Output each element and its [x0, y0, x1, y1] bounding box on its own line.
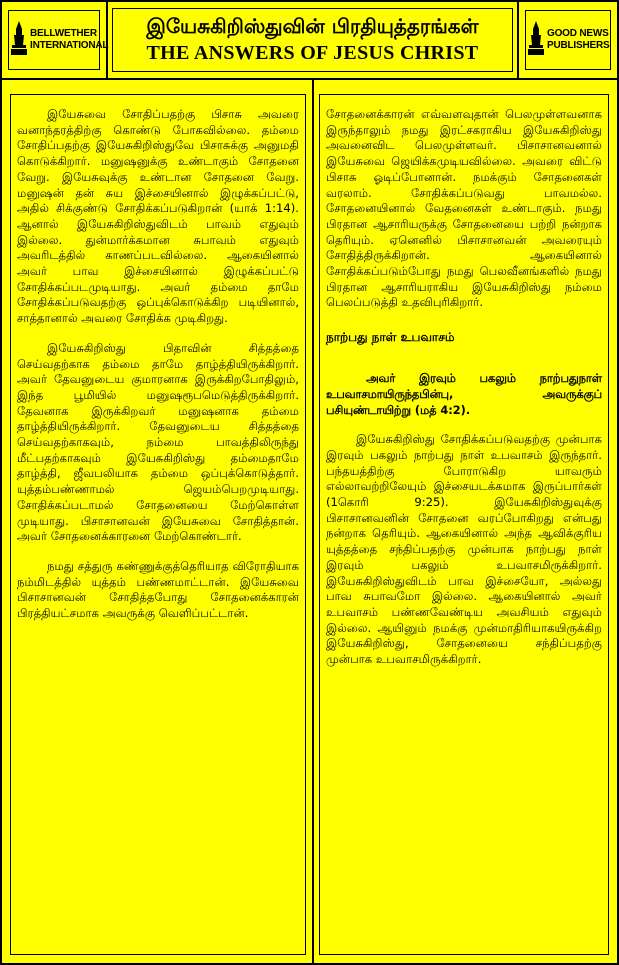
right-column-frame	[319, 94, 609, 955]
scripture-quote: அவர் இரவும் பகலும் நாற்பதுநாள் உபவாசமாயிருந்தபின்பு, அவருக்குப் பசியுண்டாயிற்று (மத் 4:2).	[326, 372, 602, 417]
title-box	[108, 2, 517, 78]
goodnews-logo-text	[547, 28, 609, 52]
bellwether-logo-box	[2, 2, 108, 78]
title-tamil: இயேசுகிறிஸ்துவின் பிரதியுத்தரங்கள்	[146, 14, 479, 38]
bellwether-logo-text	[30, 28, 108, 52]
right-paragraph-bottom: இயேசுகிறிஸ்து சோதிக்கப்படுவதற்கு முன்பாக இரவும் பகலும் நாற்பது நாள் உபவாசம் இருந்தார். பந்தயத்திற்கு போராடுகிற யாவரும் எல்லாவற்றிலேயும் இச்சையடக்கமாக இருப்பார்கள் (1கொரி 9:25). இயேசுகிறிஸ்துவுக்கு பிசாசானவனின் சோதனை வரப்போகிறது என்பது நன்றாக தெரியும். ஆகையினால் அந்த ஆவிக்குரிய யுத்தத்தை சந்திப்பதற்கு முன்பாக நாற்பது நாள் இரவும் பகலும் உபவாசமிருக்கிறார். இயேசுகிறிஸ்துவிடம் பாவ இச்சையோ, அல்லது பாவ சுபாவமோ இல்லை. ஆகையினால் அவர் உபவாசம் பண்ணவேண்டிய அவசியம் எதுவும் இல்லை. ஆயினும் நமக்கு முன்மாதிரியாகயிருக்கிற இயேசுகிறிஸ்து, சோதனையை சந்திப்பதற்கு முன்பாக உபவாசமிருக்கிறார்.	[326, 432, 602, 667]
right-paragraph-top: சோதனைக்காரன் எவ்வளவுதான் பெலமுள்ளவனாக இருந்தாலும் நமது இரட்சகராகிய இயேசுகிறிஸ்து அவனைவிட பெலமுள்ளவர். பிசாசானவனால் இயேசுவை ஜெயிக்கமுடியவில்லை. அவரை விட்டு பிசாசு ஓடிப்போனான். நமக்கும் சோதனைகள் வரலாம். சோதிக்கப்படுவது பாவமல்ல. சோதனையினால் வேதனைகள் உண்டாகும். நமது பிரதான ஆசாரியருக்கு சோதனையை பற்றி நன்றாக தெரியும். ஏனெனில் பிசாசானவன் அவரையும் சோதித்திருக்கிறான். ஆகையினால் சோதிக்கப்படும்போது நமது பெலவீனங்களில் நமது பிரதான ஆசாரியராகிய இயேசுகிறிஸ்து நம்மை பெலப்படுத்தி உதவிபுரிகிறார்.	[326, 107, 602, 310]
right-column	[314, 80, 617, 963]
goodnews-line2: PUBLISHERS	[547, 40, 610, 51]
bell-tower-icon	[528, 21, 544, 59]
left-paragraph-2: இயேசுகிறிஸ்து பிதாவின் சித்தத்தை செய்வதற்காக தம்மை தாமே தாழ்த்தியிருக்கிறார். அவர் தேவனுடைய குமாரனாக இருக்கிறபோதிலும், இந்த பூமியில் மனுஷரூபமெடுத்திருக்கிறார். தேவனாக இருக்கிறவர் மனுஷனாக தம்மை தாழ்த்தியிருக்கிறார். தேவனுடைய சித்தத்தை செய்வதற்காகவும், நம்மை பாவத்திலிருந்து மீட்பதற்காகவும் இயேசுகிறிஸ்து தம்மைதாமே தாழ்த்தி, ஜீவபலியாக தம்மை ஒப்புக்கொடுத்தார். யுத்தம்பண்ணாமல் ஜெயம்பெறமுடியாது. சோதிக்கப்படாமல் சோதனையை மேற்கொள்ள முடியாது. பிசாசானவன் இயேசுவை சோதித்தான். அவர் சோதனைக்காரனை மேற்கொண்டார்.	[17, 340, 299, 544]
left-column-frame	[10, 94, 306, 955]
title-frame	[112, 8, 513, 72]
title-english: THE ANSWERS OF JESUS CHRIST	[146, 42, 479, 64]
left-paragraph-1: இயேசுவை சோதிப்பதற்கு பிசாசு அவரை வனாந்தரத்திற்கு கொண்டு போகவில்லை. தம்மை சோதிப்பதற்கு இயேசுகிறிஸ்துவே பிசாசுக்கு அனுமதி கொடுக்கிறார். மனுஷனுக்கு உண்டாகும் சோதனை வேறு. இயேசுவுக்கு உண்டான சோதனை வேறு. மனுஷன் தன் சுய இச்சையினால் இழுக்கப்பட்டு, அதில் சிக்குண்டு சோதிக்கப்படுகிறான் (யாக் 1:14). ஆனால் இயேசுகிறிஸ்துவிடம் பாவம் எதுவும் இல்லை. துன்மார்க்கமான சுபாவம் எதுவும் அவரிடத்தில் காணப்படவில்லை. ஆகையினால் அவர் பாவ இச்சையினால் இழுக்கப்பட்டு சோதிக்கப்படமுடியாது. அவர் தம்மை தாமே சோதிக்கப்படுவதற்கு ஒப்புக்கொடுக்கிற படியினால், சாத்தானால் அவரை சோதிக்க முடிகிறது.	[17, 107, 299, 326]
bellwether-line1: BELLWETHER	[30, 28, 97, 39]
bellwether-line2: INTERNATIONAL	[30, 40, 109, 51]
goodnews-logo-box	[517, 2, 617, 78]
bellwether-logo	[8, 10, 109, 70]
header	[2, 2, 617, 80]
bell-tower-icon	[11, 21, 27, 59]
left-column	[2, 80, 314, 963]
content-body	[2, 80, 617, 963]
goodnews-logo	[525, 10, 611, 70]
left-paragraph-3: நமது சத்துரு கண்ணுக்குத்தெரியாத விரோதியாக நம்மிடத்தில் யுத்தம் பண்ணமாட்டான். இயேசுவை பிசாசானவன் சோதித்தபோது சோதனைக்காரன் பிரத்தியட்சமாக அவருக்கு வெளிப்பட்டான்.	[17, 558, 299, 621]
section-title: நாற்பது நாள் உபவாசம்	[326, 330, 455, 345]
goodnews-line1: GOOD NEWS	[547, 28, 609, 39]
